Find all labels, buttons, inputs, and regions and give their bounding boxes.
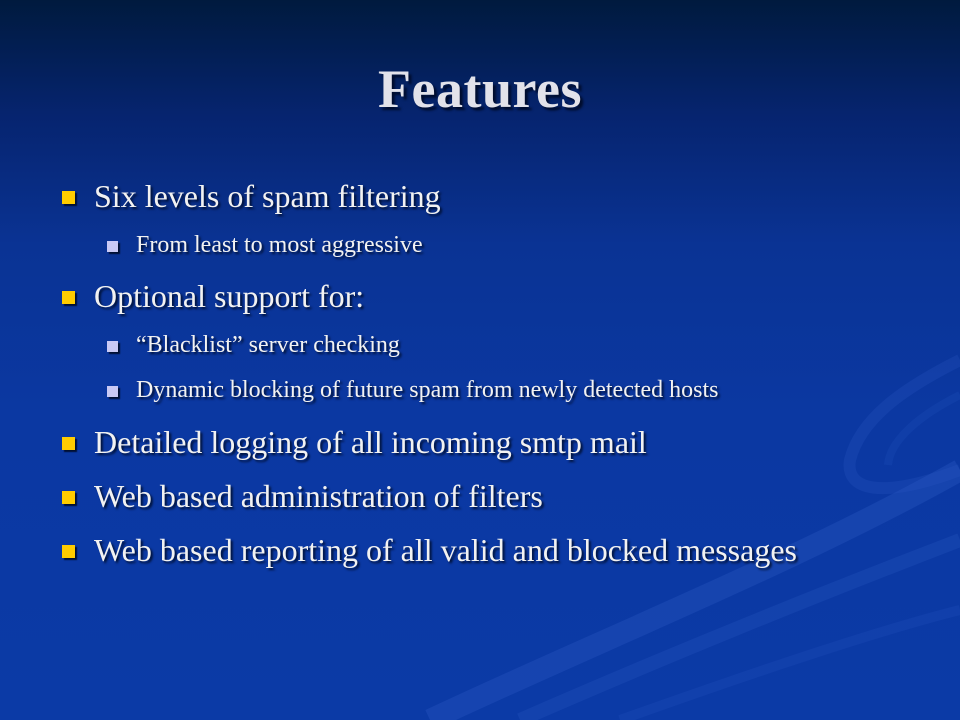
bullet-marker-icon (62, 191, 75, 204)
bullet-item: Six levels of spam filtering (94, 178, 441, 214)
sub-bullet-item: From least to most aggressive (136, 232, 423, 258)
bullet-item: Detailed logging of all incoming smtp mail (94, 424, 647, 460)
bullet-marker-icon (62, 291, 75, 304)
bullet-marker-icon (62, 437, 75, 450)
sub-bullet-marker-icon (107, 386, 118, 397)
sub-bullet-marker-icon (107, 241, 118, 252)
bullet-marker-icon (62, 491, 75, 504)
sub-bullet-item: “Blacklist” server checking (136, 332, 400, 358)
sub-bullet-item: Dynamic blocking of future spam from newly detected hosts (136, 377, 719, 403)
bullet-marker-icon (62, 545, 75, 558)
sub-bullet-marker-icon (107, 341, 118, 352)
bullet-item: Web based administration of filters (94, 478, 543, 514)
bullet-item: Web based reporting of all valid and blocked messages (94, 532, 797, 568)
bullet-item: Optional support for: (94, 278, 365, 314)
slide-title: Features (378, 59, 582, 119)
